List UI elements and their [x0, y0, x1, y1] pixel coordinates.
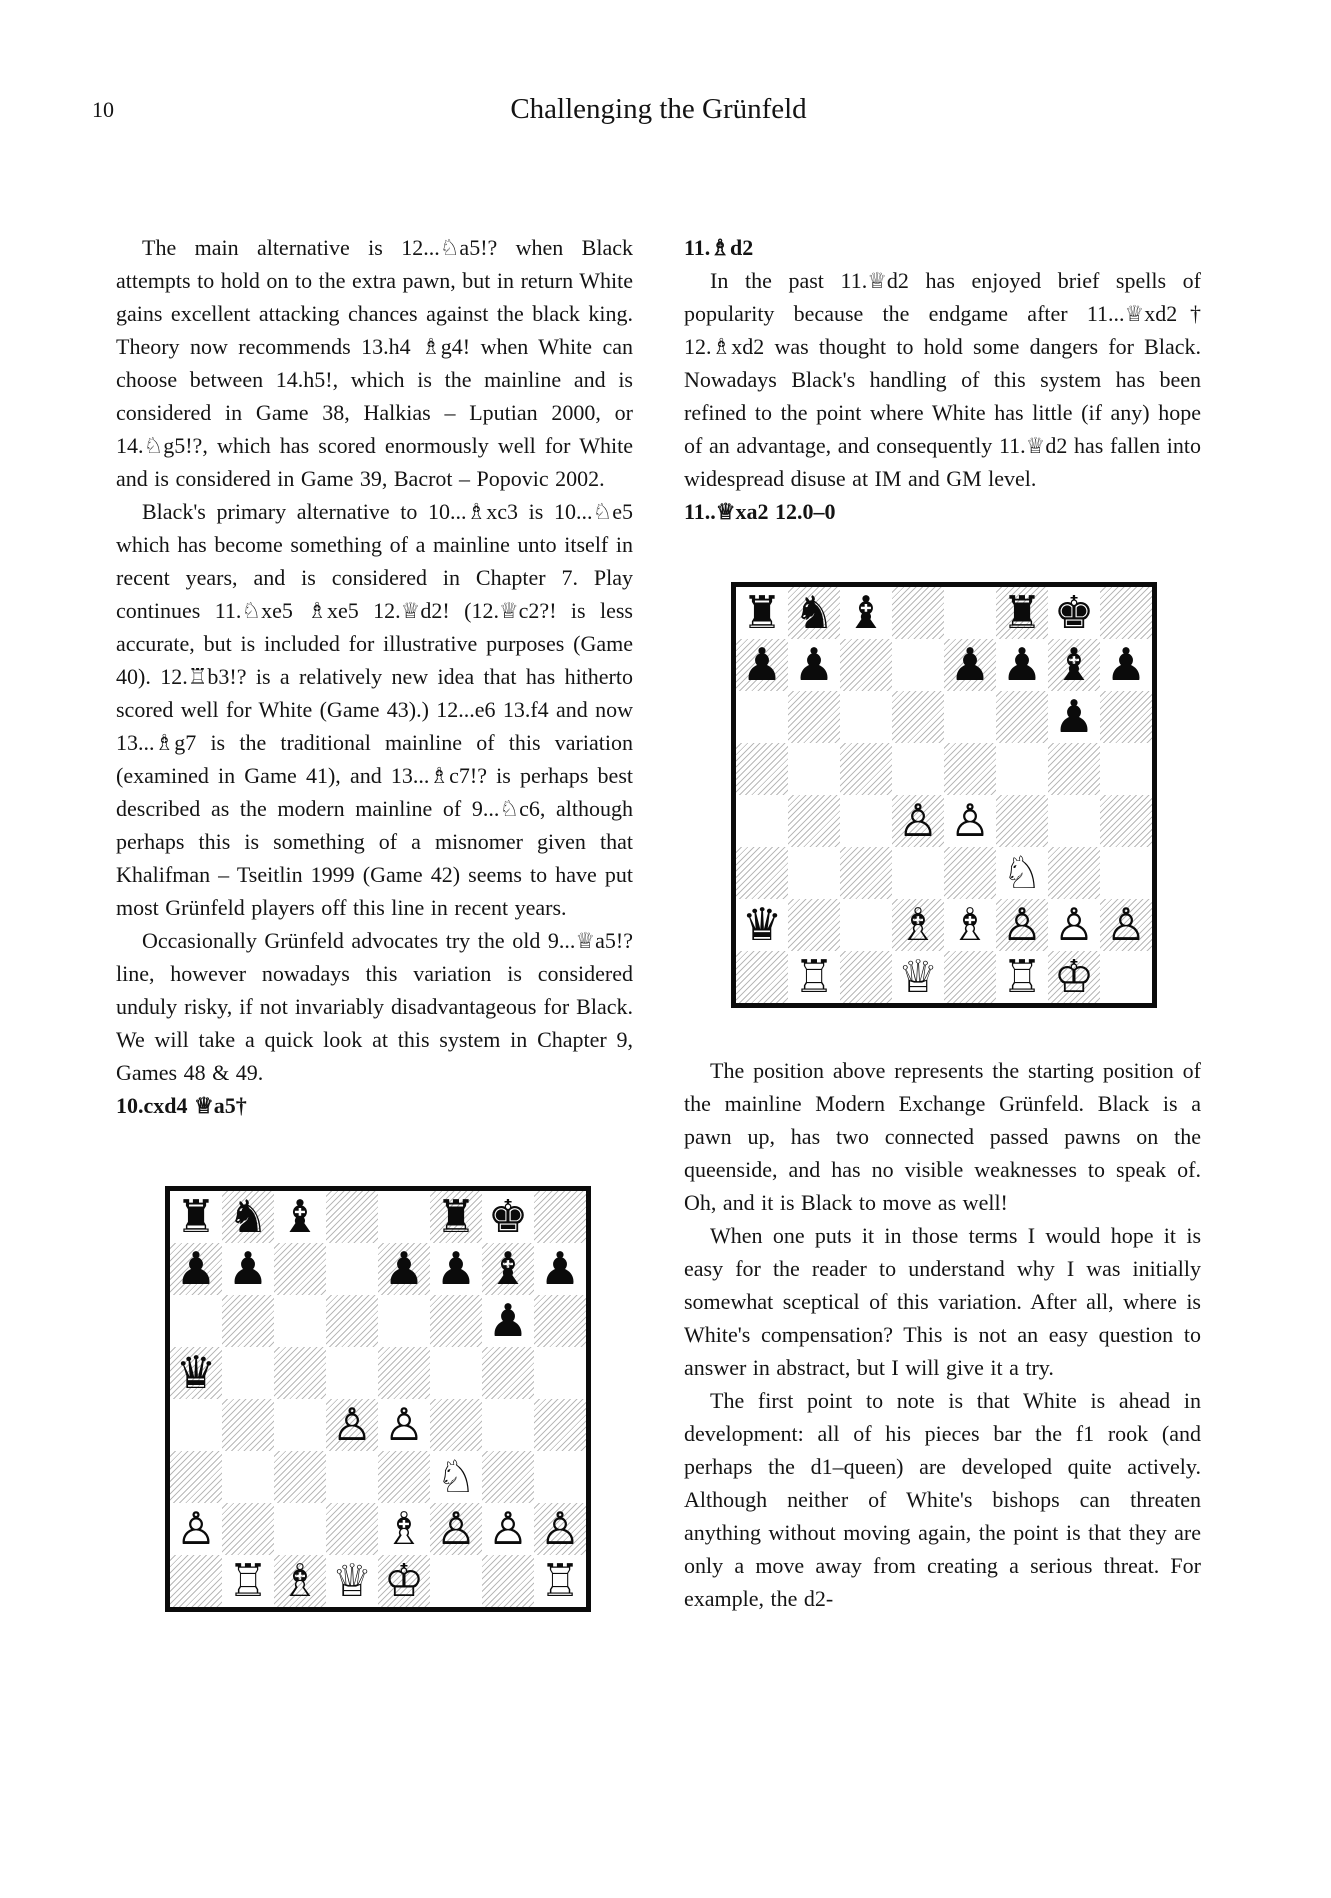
board-square-piece: ♙ — [892, 795, 944, 847]
board-square-piece: ♞ — [788, 587, 840, 639]
board-square-piece: ♟ — [222, 1243, 274, 1295]
board-square — [170, 1399, 222, 1451]
board-square — [326, 1243, 378, 1295]
board-square-piece: ♙ — [1100, 899, 1152, 951]
board-square-piece: ♟ — [788, 639, 840, 691]
board-square-piece: ♚ — [482, 1191, 534, 1243]
board-square-piece: ♖ — [788, 951, 840, 1003]
board-square — [326, 1503, 378, 1555]
board-square-piece: ♟ — [736, 639, 788, 691]
board-square — [222, 1347, 274, 1399]
board-square — [788, 691, 840, 743]
board-square-piece: ♛ — [736, 899, 788, 951]
board-square — [1100, 691, 1152, 743]
board-square-piece: ♚ — [1048, 587, 1100, 639]
paragraph: The main alternative is 12...♘a5!? when Black attempts to hold on to the extra pawn, but in return White gains excellent attacking chances against the black king. Theory now recommends 13.h4 ♗g4! when White can choose between 14.h5!, which is the mainline and is considered in Game 38, Halkias – Lputian 2000, or 14.♘g5!?, which has scored enormously well for White and is considered in Game 39, Bacrot – Popovic 2002. — [116, 235, 633, 491]
board-square — [378, 1451, 430, 1503]
board-square — [996, 691, 1048, 743]
board-square-piece: ♞ — [222, 1191, 274, 1243]
board-square-piece: ♘ — [430, 1451, 482, 1503]
board-square-piece: ♟ — [1048, 691, 1100, 743]
board-square — [944, 847, 996, 899]
board-square-piece: ♟ — [534, 1243, 586, 1295]
board-square — [736, 951, 788, 1003]
board-square-piece: ♗ — [274, 1555, 326, 1607]
board-square — [996, 743, 1048, 795]
board-square — [378, 1347, 430, 1399]
board-square — [1048, 743, 1100, 795]
paragraph: The position above represents the starting position of the mainline Modern Exchange Grünfeld. Black is a pawn up, has two connected passed pawns on the queenside, and has no visible weaknesses to speak of. Oh, and it is Black to move as well! — [684, 1058, 1201, 1215]
board-square — [1048, 847, 1100, 899]
board-square-piece: ♖ — [996, 951, 1048, 1003]
board-square — [840, 743, 892, 795]
board-square — [840, 899, 892, 951]
board-square — [378, 1295, 430, 1347]
board-square — [274, 1451, 326, 1503]
board-square-piece: ♔ — [378, 1555, 430, 1607]
chess-diagram-left — [165, 1186, 591, 1612]
left-column — [116, 231, 633, 1612]
board-square — [788, 743, 840, 795]
board-square-piece: ♝ — [840, 587, 892, 639]
board-square — [736, 847, 788, 899]
board-square-piece: ♟ — [170, 1243, 222, 1295]
board-square — [840, 847, 892, 899]
board-square-piece: ♛ — [170, 1347, 222, 1399]
board-square — [482, 1399, 534, 1451]
board-square — [534, 1191, 586, 1243]
board-square-piece: ♝ — [274, 1191, 326, 1243]
board-square-piece: ♜ — [170, 1191, 222, 1243]
board-square — [1100, 847, 1152, 899]
board-square-piece: ♕ — [892, 951, 944, 1003]
board-square-piece: ♖ — [534, 1555, 586, 1607]
board-square — [788, 795, 840, 847]
board-square — [274, 1503, 326, 1555]
board-square — [788, 847, 840, 899]
board-square — [482, 1451, 534, 1503]
board-square — [1048, 795, 1100, 847]
board-square-piece: ♙ — [170, 1503, 222, 1555]
board-square-piece: ♟ — [482, 1295, 534, 1347]
board-square — [736, 691, 788, 743]
board-square — [736, 743, 788, 795]
board-square — [944, 951, 996, 1003]
board-square — [274, 1243, 326, 1295]
board-square — [222, 1295, 274, 1347]
paragraph: The first point to note is that White is ahead in development: all of his pieces bar the f1 rook (and perhaps the d1–queen) are developed quite actively. Although neither of White's bishops can threaten anything without moving again, the point is that they are only a move away from creating a serious threat. For example, the d2- — [684, 1388, 1201, 1611]
board-square-piece: ♙ — [944, 795, 996, 847]
board-square-piece: ♙ — [326, 1399, 378, 1451]
move-line: 10.cxd4 ♕a5† — [116, 1093, 247, 1118]
board-square — [430, 1347, 482, 1399]
board-square-piece: ♟ — [378, 1243, 430, 1295]
move-line: 11..♕xa2 12.0–0 — [684, 499, 836, 524]
right-column — [684, 231, 1201, 1615]
board-square — [534, 1399, 586, 1451]
board-square-piece: ♟ — [944, 639, 996, 691]
board-square-piece: ♙ — [1048, 899, 1100, 951]
board-square-piece: ♝ — [482, 1243, 534, 1295]
board-square — [378, 1191, 430, 1243]
board-square — [326, 1191, 378, 1243]
board-square-piece: ♙ — [378, 1399, 430, 1451]
board-square-piece: ♙ — [482, 1503, 534, 1555]
board-square — [170, 1451, 222, 1503]
board-square-piece: ♕ — [326, 1555, 378, 1607]
board-square — [944, 743, 996, 795]
board-square — [892, 847, 944, 899]
board-square — [944, 587, 996, 639]
board-square — [840, 795, 892, 847]
board-square — [892, 691, 944, 743]
board-square-piece: ♗ — [378, 1503, 430, 1555]
board-square — [944, 691, 996, 743]
board-square-piece: ♖ — [222, 1555, 274, 1607]
board-square — [482, 1555, 534, 1607]
board-square — [430, 1399, 482, 1451]
board-square — [996, 795, 1048, 847]
board-square-piece: ♙ — [534, 1503, 586, 1555]
board-square — [170, 1555, 222, 1607]
chess-diagram-right — [731, 582, 1157, 1008]
board-square-piece: ♟ — [430, 1243, 482, 1295]
move-heading: 11.♗d2 — [684, 235, 754, 260]
board-square — [1100, 951, 1152, 1003]
board-square — [274, 1399, 326, 1451]
board-square — [222, 1503, 274, 1555]
board-square — [840, 951, 892, 1003]
board-square — [222, 1399, 274, 1451]
board-square-piece: ♟ — [1100, 639, 1152, 691]
board-square — [326, 1295, 378, 1347]
paragraph: When one puts it in those terms I would hope it is easy for the reader to understand why I was initially somewhat sceptical of this variation. After all, where is White's compensation? This is not an easy question to answer in abstract, but I will give it a try. — [684, 1223, 1201, 1380]
board-square — [170, 1295, 222, 1347]
page-number: 10 — [92, 97, 114, 122]
board-square — [534, 1451, 586, 1503]
board-square — [430, 1295, 482, 1347]
board-square — [326, 1347, 378, 1399]
board-square — [840, 691, 892, 743]
board-square — [482, 1347, 534, 1399]
board-square — [892, 743, 944, 795]
board-square-piece: ♙ — [430, 1503, 482, 1555]
board-square — [736, 795, 788, 847]
board-square-piece: ♗ — [892, 899, 944, 951]
board-square-piece: ♜ — [996, 587, 1048, 639]
board-square — [1100, 795, 1152, 847]
board-square — [1100, 743, 1152, 795]
board-square — [840, 639, 892, 691]
board-square — [326, 1451, 378, 1503]
board-square-piece: ♝ — [1048, 639, 1100, 691]
board-square — [534, 1347, 586, 1399]
board-square-piece: ♔ — [1048, 951, 1100, 1003]
board-square — [892, 587, 944, 639]
board-square-piece: ♟ — [996, 639, 1048, 691]
paragraph: Black's primary alternative to 10...♗xc3 is 10...♘e5 which has become something of a mainline unto itself in recent years, and is considered in Chapter 7. Play continues 11.♘xe5 ♗xe5 12.♕d2! (12.♕c2?! is less accurate, but is included for illustrative purposes (Game 40). 12.♖b3!? is a relatively new idea that has hitherto scored well for White (Game 43).) 12...e6 13.f4 and now 13...♗g7 is the traditional mainline of this variation (examined in Game 41), and 13...♗c7!? is perhaps best described as the modern mainline of 9...♘c6, although perhaps this is something of a misnomer given that Khalifman – Tseitlin 1999 (Game 42) seems to have put most Grünfeld players off this line in recent years. — [116, 499, 633, 920]
board-square-piece: ♘ — [996, 847, 1048, 899]
board-square-piece: ♜ — [430, 1191, 482, 1243]
board-square — [222, 1451, 274, 1503]
paragraph: In the past 11.♕d2 has enjoyed brief spells of popularity because the endgame after 11...♕xd2† 12.♗xd2 was thought to hold some dangers for Black. Nowadays Black's handling of this system has been refined to the point where White has little (if any) hope of an advantage, and consequently 11.♕d2 has fallen into widespread disuse at IM and GM level. — [684, 268, 1201, 491]
board-square — [788, 899, 840, 951]
board-square-piece: ♗ — [944, 899, 996, 951]
board-square-piece: ♙ — [996, 899, 1048, 951]
board-square — [430, 1555, 482, 1607]
board-square — [892, 639, 944, 691]
board-square — [1100, 587, 1152, 639]
board-square — [534, 1295, 586, 1347]
paragraph: Occasionally Grünfeld advocates try the old 9...♕a5!? line, however nowadays this variation is considered unduly risky, if not invariably disadvantageous for Black. We will take a quick look at this system in Chapter 9, Games 48 & 49. — [116, 928, 633, 1085]
board-square — [274, 1347, 326, 1399]
running-header-title: Challenging the Grünfeld — [510, 93, 807, 125]
board-square-piece: ♜ — [736, 587, 788, 639]
board-square — [274, 1295, 326, 1347]
